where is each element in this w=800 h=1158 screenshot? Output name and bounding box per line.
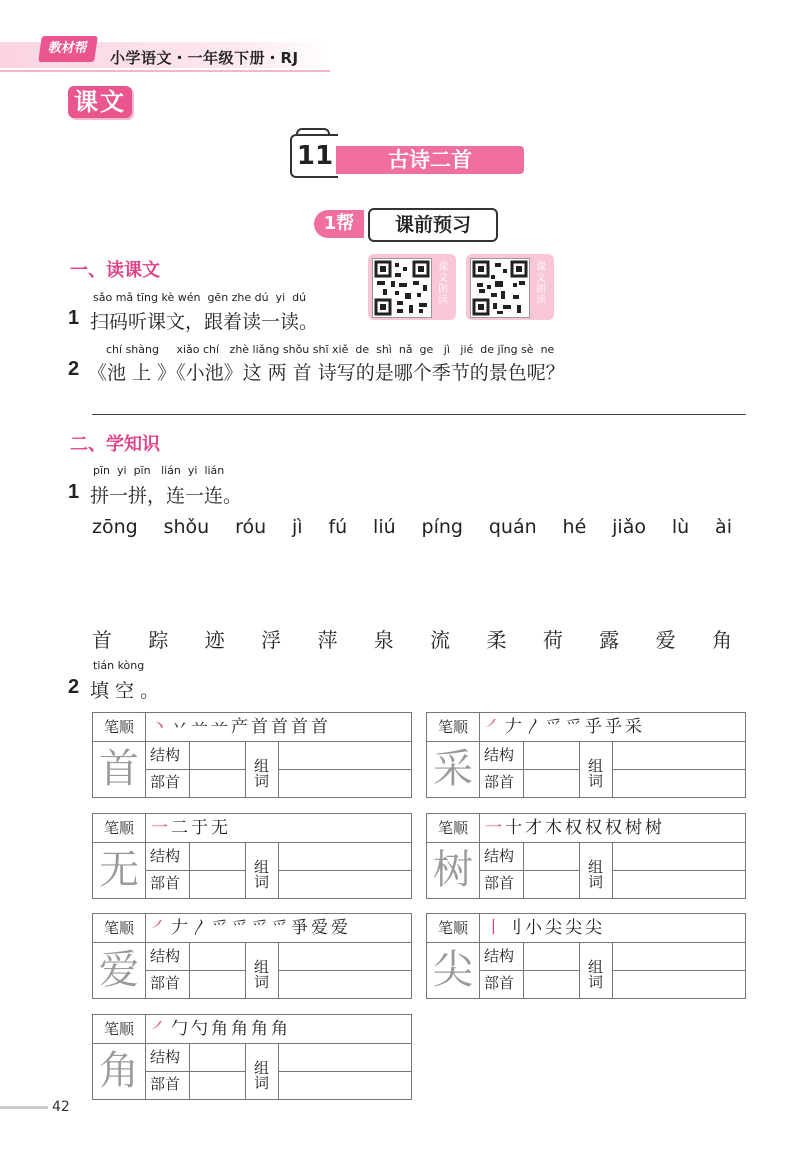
stroke-step: 丷 bbox=[171, 717, 189, 737]
stroke-step: 权 bbox=[605, 818, 623, 838]
stroke-row bbox=[93, 1015, 411, 1044]
stroke-step: 无 bbox=[211, 818, 229, 838]
stroke-step: 首 bbox=[251, 717, 269, 737]
stroke-step: 𠂇 bbox=[171, 918, 189, 938]
p2q1-number: 1 bbox=[68, 481, 80, 503]
pinyin-item[interactable]: lù bbox=[671, 516, 690, 538]
stroke-step: 于 bbox=[191, 818, 209, 838]
stroke-step: 权 bbox=[585, 818, 603, 838]
hanzi-item[interactable]: 柔 bbox=[486, 628, 507, 652]
radical-answer[interactable] bbox=[189, 1071, 246, 1099]
words-label: 组词 bbox=[579, 742, 613, 797]
radical-cell bbox=[479, 769, 580, 797]
words-answer-line[interactable] bbox=[279, 769, 411, 770]
qr-code-icon[interactable] bbox=[372, 258, 432, 318]
qr-code-icon[interactable] bbox=[470, 258, 530, 318]
stroke-step: 尖 bbox=[545, 918, 563, 938]
stroke-card bbox=[92, 813, 412, 899]
stroke-label: 笔顺 bbox=[93, 914, 146, 942]
book-badge: 教材帮 bbox=[38, 36, 98, 62]
stroke-step: 尖 bbox=[585, 918, 603, 938]
stroke-step: 丨 bbox=[485, 918, 503, 938]
radical-label: 部首 bbox=[484, 874, 515, 892]
stroke-row bbox=[427, 713, 745, 742]
stroke-sequence bbox=[151, 917, 351, 939]
stroke-step: 爫 bbox=[231, 918, 249, 938]
p2q2-pinyin: tián kòng bbox=[93, 659, 145, 672]
structure-answer[interactable] bbox=[523, 843, 580, 870]
stroke-step: 𠂇 bbox=[505, 717, 523, 737]
stroke-step: 䒑 bbox=[191, 717, 209, 737]
p2q1-text: 拼一拼，连一连。 bbox=[90, 485, 243, 507]
pinyin-item[interactable]: píng bbox=[421, 516, 463, 538]
stroke-step: 勺 bbox=[191, 1019, 209, 1039]
stroke-step: 二 bbox=[171, 818, 189, 838]
structure-cell bbox=[479, 943, 580, 971]
stroke-step: 一 bbox=[151, 818, 169, 838]
pinyin-item[interactable]: róu bbox=[235, 516, 267, 538]
p2q2-text: 填 空 。 bbox=[90, 680, 160, 702]
stroke-sequence bbox=[151, 1018, 291, 1040]
stroke-step: 爫 bbox=[251, 918, 269, 938]
hanzi-item[interactable]: 浮 bbox=[261, 628, 282, 652]
structure-label: 结构 bbox=[150, 947, 181, 965]
bang-badge: 1帮 bbox=[314, 210, 364, 238]
stroke-step: 木 bbox=[545, 818, 563, 838]
stroke-step: 爫 bbox=[271, 918, 289, 938]
stroke-card bbox=[426, 813, 746, 899]
stroke-step: 角 bbox=[211, 1019, 229, 1039]
q2-number: 2 bbox=[68, 358, 80, 380]
words-answer-line[interactable] bbox=[279, 970, 411, 971]
bang-title: 课前预习 bbox=[368, 208, 498, 242]
words-answer-line[interactable] bbox=[613, 870, 745, 871]
structure-cell bbox=[145, 742, 246, 770]
stroke-step: 树 bbox=[645, 818, 663, 838]
radical-answer[interactable] bbox=[523, 870, 580, 898]
stroke-step: ㇒ bbox=[151, 918, 169, 938]
structure-answer[interactable] bbox=[189, 943, 246, 970]
stroke-card bbox=[92, 712, 412, 798]
words-label: 组词 bbox=[579, 843, 613, 898]
stroke-step: 树 bbox=[625, 818, 643, 838]
stroke-step: 爫 bbox=[545, 717, 563, 737]
radical-label: 部首 bbox=[150, 773, 181, 791]
q1-text: 扫码听课文，跟着读一读。 bbox=[90, 311, 319, 333]
header-divider bbox=[0, 70, 330, 72]
structure-cell bbox=[145, 843, 246, 871]
hanzi-item[interactable]: 露 bbox=[599, 628, 620, 652]
stroke-step: 角 bbox=[251, 1019, 269, 1039]
pinyin-item[interactable]: jiǎo bbox=[612, 516, 646, 538]
stroke-step: 一 bbox=[485, 818, 503, 838]
stroke-step: 尖 bbox=[565, 918, 583, 938]
qr-tag-1: 课文朗读 bbox=[438, 262, 448, 306]
stroke-step: 乎 bbox=[605, 717, 623, 737]
stroke-card bbox=[92, 1014, 412, 1100]
radical-answer[interactable] bbox=[189, 769, 246, 797]
stroke-step: 产 bbox=[231, 717, 249, 737]
stroke-row bbox=[93, 713, 411, 742]
pinyin-item[interactable]: shǒu bbox=[163, 516, 210, 538]
lesson-title: 古诗二首 bbox=[336, 146, 524, 174]
stroke-step: 爫 bbox=[565, 717, 583, 737]
radical-label: 部首 bbox=[150, 974, 181, 992]
pinyin-item[interactable]: hé bbox=[562, 516, 587, 538]
stroke-step: 十 bbox=[505, 818, 523, 838]
words-label: 组词 bbox=[245, 843, 279, 898]
radical-cell bbox=[145, 769, 246, 797]
hanzi-item[interactable]: 迹 bbox=[204, 628, 225, 652]
radical-answer[interactable] bbox=[523, 970, 580, 998]
stroke-step: 乎 bbox=[585, 717, 603, 737]
stroke-sequence bbox=[151, 716, 331, 738]
pinyin-item[interactable]: jì bbox=[292, 516, 303, 538]
radical-cell bbox=[479, 870, 580, 898]
words-answer-line[interactable] bbox=[613, 769, 745, 770]
stroke-step: 爫 bbox=[211, 918, 229, 938]
qr-tag-2: 课文朗读 bbox=[536, 262, 546, 306]
radical-cell bbox=[145, 970, 246, 998]
stroke-row bbox=[427, 914, 745, 943]
pinyin-row bbox=[92, 516, 732, 538]
stroke-step: 爱 bbox=[331, 918, 349, 938]
page-number: 42 bbox=[52, 1099, 70, 1115]
pinyin-item[interactable]: zōng bbox=[92, 516, 138, 538]
stroke-label: 笔顺 bbox=[427, 914, 480, 942]
structure-label: 结构 bbox=[484, 947, 515, 965]
part2-heading: 二、学知识 bbox=[70, 434, 160, 455]
radical-answer[interactable] bbox=[189, 970, 246, 998]
hanzi-item[interactable]: 荷 bbox=[542, 628, 563, 652]
qr-card-1[interactable] bbox=[368, 254, 456, 320]
q2-text: 《池 上 》《小池》这 两 首 诗写的是哪个季节的景色呢？ bbox=[88, 362, 565, 384]
stroke-step: ㇒ bbox=[485, 717, 503, 737]
radical-cell bbox=[145, 870, 246, 898]
trace-character: 角 bbox=[93, 1044, 146, 1099]
hanzi-item[interactable]: 角 bbox=[711, 628, 732, 652]
structure-cell bbox=[145, 943, 246, 971]
structure-label: 结构 bbox=[150, 847, 181, 865]
radical-label: 部首 bbox=[150, 1075, 181, 1093]
stroke-card bbox=[426, 913, 746, 999]
structure-label: 结构 bbox=[484, 847, 515, 865]
words-answer-line[interactable] bbox=[279, 870, 411, 871]
stroke-step: 勹 bbox=[171, 1019, 189, 1039]
book-title: 小学语文・一年级下册・RJ bbox=[110, 49, 299, 67]
stroke-step: 爱 bbox=[311, 918, 329, 938]
stroke-step: 采 bbox=[625, 717, 643, 737]
trace-character: 尖 bbox=[427, 943, 480, 998]
stroke-step: 〳 bbox=[525, 717, 543, 737]
page-bar bbox=[0, 1106, 48, 1109]
pinyin-item[interactable]: ài bbox=[715, 516, 732, 538]
structure-cell bbox=[479, 843, 580, 871]
words-label: 组词 bbox=[245, 1044, 279, 1099]
stroke-step: 首 bbox=[311, 717, 329, 737]
section-label: 课文 bbox=[68, 86, 132, 118]
stroke-sequence bbox=[485, 716, 645, 738]
stroke-step: 角 bbox=[231, 1019, 249, 1039]
stroke-step: 首 bbox=[291, 717, 309, 737]
stroke-step: 丶 bbox=[151, 717, 169, 737]
q1-number: 1 bbox=[68, 307, 80, 329]
structure-answer[interactable] bbox=[189, 1044, 246, 1071]
answer-line[interactable] bbox=[92, 414, 746, 415]
hanzi-item[interactable]: 萍 bbox=[317, 628, 338, 652]
pinyin-item[interactable]: quán bbox=[488, 516, 537, 538]
p2q1-pinyin: pīn yi pīn lián yi lián bbox=[93, 464, 225, 477]
trace-character: 无 bbox=[93, 843, 146, 898]
radical-answer[interactable] bbox=[523, 769, 580, 797]
structure-answer[interactable] bbox=[189, 742, 246, 769]
stroke-label: 笔顺 bbox=[93, 713, 146, 741]
hanzi-item[interactable]: 首 bbox=[92, 628, 112, 652]
hanzi-item[interactable]: 泉 bbox=[373, 628, 394, 652]
words-label: 组词 bbox=[579, 943, 613, 998]
radical-label: 部首 bbox=[150, 874, 181, 892]
qr-card-2[interactable] bbox=[466, 254, 554, 320]
stroke-step: 〳 bbox=[191, 918, 209, 938]
radical-cell bbox=[479, 970, 580, 998]
words-answer-line[interactable] bbox=[279, 1071, 411, 1072]
stroke-step: 小 bbox=[525, 918, 543, 938]
trace-character: 爱 bbox=[93, 943, 146, 998]
pinyin-item[interactable]: liú bbox=[373, 516, 396, 538]
structure-cell bbox=[145, 1044, 246, 1072]
stroke-card bbox=[92, 913, 412, 999]
stroke-label: 笔顺 bbox=[93, 1015, 146, 1043]
q1-pinyin: sǎo mǎ tīng kè wén gēn zhe dú yi dú bbox=[93, 291, 307, 304]
pinyin-item[interactable]: fú bbox=[328, 516, 348, 538]
words-label: 组词 bbox=[245, 943, 279, 998]
trace-character: 树 bbox=[427, 843, 480, 898]
structure-label: 结构 bbox=[150, 746, 181, 764]
trace-character: 采 bbox=[427, 742, 480, 797]
structure-answer[interactable] bbox=[523, 943, 580, 970]
trace-character: 首 bbox=[93, 742, 146, 797]
stroke-step: 爭 bbox=[291, 918, 309, 938]
stroke-step: 刂 bbox=[505, 918, 523, 938]
q2-pinyin: chí shàng xiǎo chí zhè liǎng shǒu shī xiě de shì nǎ ge jì jié de jǐng sè ne bbox=[106, 343, 555, 356]
structure-answer[interactable] bbox=[523, 742, 580, 769]
stroke-step: 权 bbox=[565, 818, 583, 838]
stroke-step: 首 bbox=[271, 717, 289, 737]
radical-cell bbox=[145, 1071, 246, 1099]
radical-label: 部首 bbox=[484, 773, 515, 791]
hanzi-item[interactable]: 流 bbox=[430, 628, 451, 652]
structure-label: 结构 bbox=[484, 746, 515, 764]
part1-heading: 一、读课文 bbox=[70, 260, 160, 281]
stroke-sequence bbox=[151, 817, 231, 839]
structure-answer[interactable] bbox=[189, 843, 246, 870]
stroke-row bbox=[93, 814, 411, 843]
p2q2-number: 2 bbox=[68, 676, 80, 698]
lesson-number: 11 bbox=[290, 134, 338, 178]
stroke-row bbox=[427, 814, 745, 843]
stroke-card bbox=[426, 712, 746, 798]
hanzi-row bbox=[92, 624, 732, 653]
stroke-label: 笔顺 bbox=[427, 814, 480, 842]
structure-cell bbox=[479, 742, 580, 770]
radical-label: 部首 bbox=[484, 974, 515, 992]
stroke-sequence bbox=[485, 817, 665, 839]
stroke-row bbox=[93, 914, 411, 943]
hanzi-item[interactable]: 踪 bbox=[148, 628, 169, 652]
words-answer-line[interactable] bbox=[613, 970, 745, 971]
stroke-label: 笔顺 bbox=[93, 814, 146, 842]
stroke-step: 䒑 bbox=[211, 717, 229, 737]
stroke-sequence bbox=[485, 917, 605, 939]
structure-label: 结构 bbox=[150, 1048, 181, 1066]
radical-answer[interactable] bbox=[189, 870, 246, 898]
stroke-step: ㇒ bbox=[151, 1019, 169, 1039]
hanzi-item[interactable]: 爱 bbox=[655, 628, 676, 652]
stroke-step: 才 bbox=[525, 818, 543, 838]
stroke-step: 角 bbox=[271, 1019, 289, 1039]
stroke-label: 笔顺 bbox=[427, 713, 480, 741]
words-label: 组词 bbox=[245, 742, 279, 797]
